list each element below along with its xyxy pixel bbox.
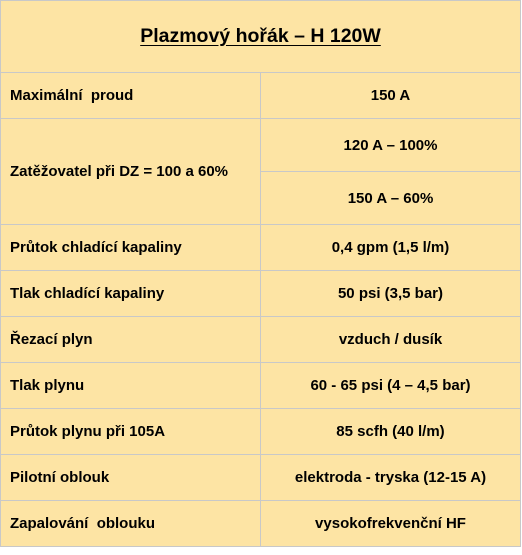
row-value: 0,4 gpm (1,5 l/m) [261,225,521,271]
table-row-coolant-flow [1,225,521,271]
row-label: Zapalování oblouku [1,501,261,547]
row-value: vysokofrekvenční HF [261,501,521,547]
row-value: 150 A [261,73,521,119]
row-label: Pilotní oblouk [1,455,261,501]
table-title: Plazmový hořák – H 120W [140,25,381,47]
row-label: Průtok plynu při 105A [1,409,261,455]
table-row-cutting-gas [1,317,521,363]
row-label: Řezací plyn [1,317,261,363]
table-row-gas-flow [1,409,521,455]
row-label: Průtok chladící kapaliny [1,225,261,271]
row-value: elektroda - tryska (12-15 A) [261,455,521,501]
row-value: vzduch / dusík [261,317,521,363]
row-label: Tlak plynu [1,363,261,409]
table-row-coolant-pressure [1,271,521,317]
table-row-arc-ignition [1,501,521,547]
table-row-duty-cycle [1,119,521,172]
row-value: 150 A – 60% [261,172,521,225]
row-label: Maximální proud [1,73,261,119]
table-row-gas-pressure [1,363,521,409]
row-value: 60 - 65 psi (4 – 4,5 bar) [261,363,521,409]
table-row-max-current [1,73,521,119]
title-row [1,1,521,73]
table-title-cell [1,1,521,73]
row-value: 120 A – 100% [261,119,521,172]
row-label: Zatěžovatel při DZ = 100 a 60% [1,119,261,225]
table-row-pilot-arc [1,455,521,501]
row-label: Tlak chladící kapaliny [1,271,261,317]
row-value: 85 scfh (40 l/m) [261,409,521,455]
row-value: 50 psi (3,5 bar) [261,271,521,317]
